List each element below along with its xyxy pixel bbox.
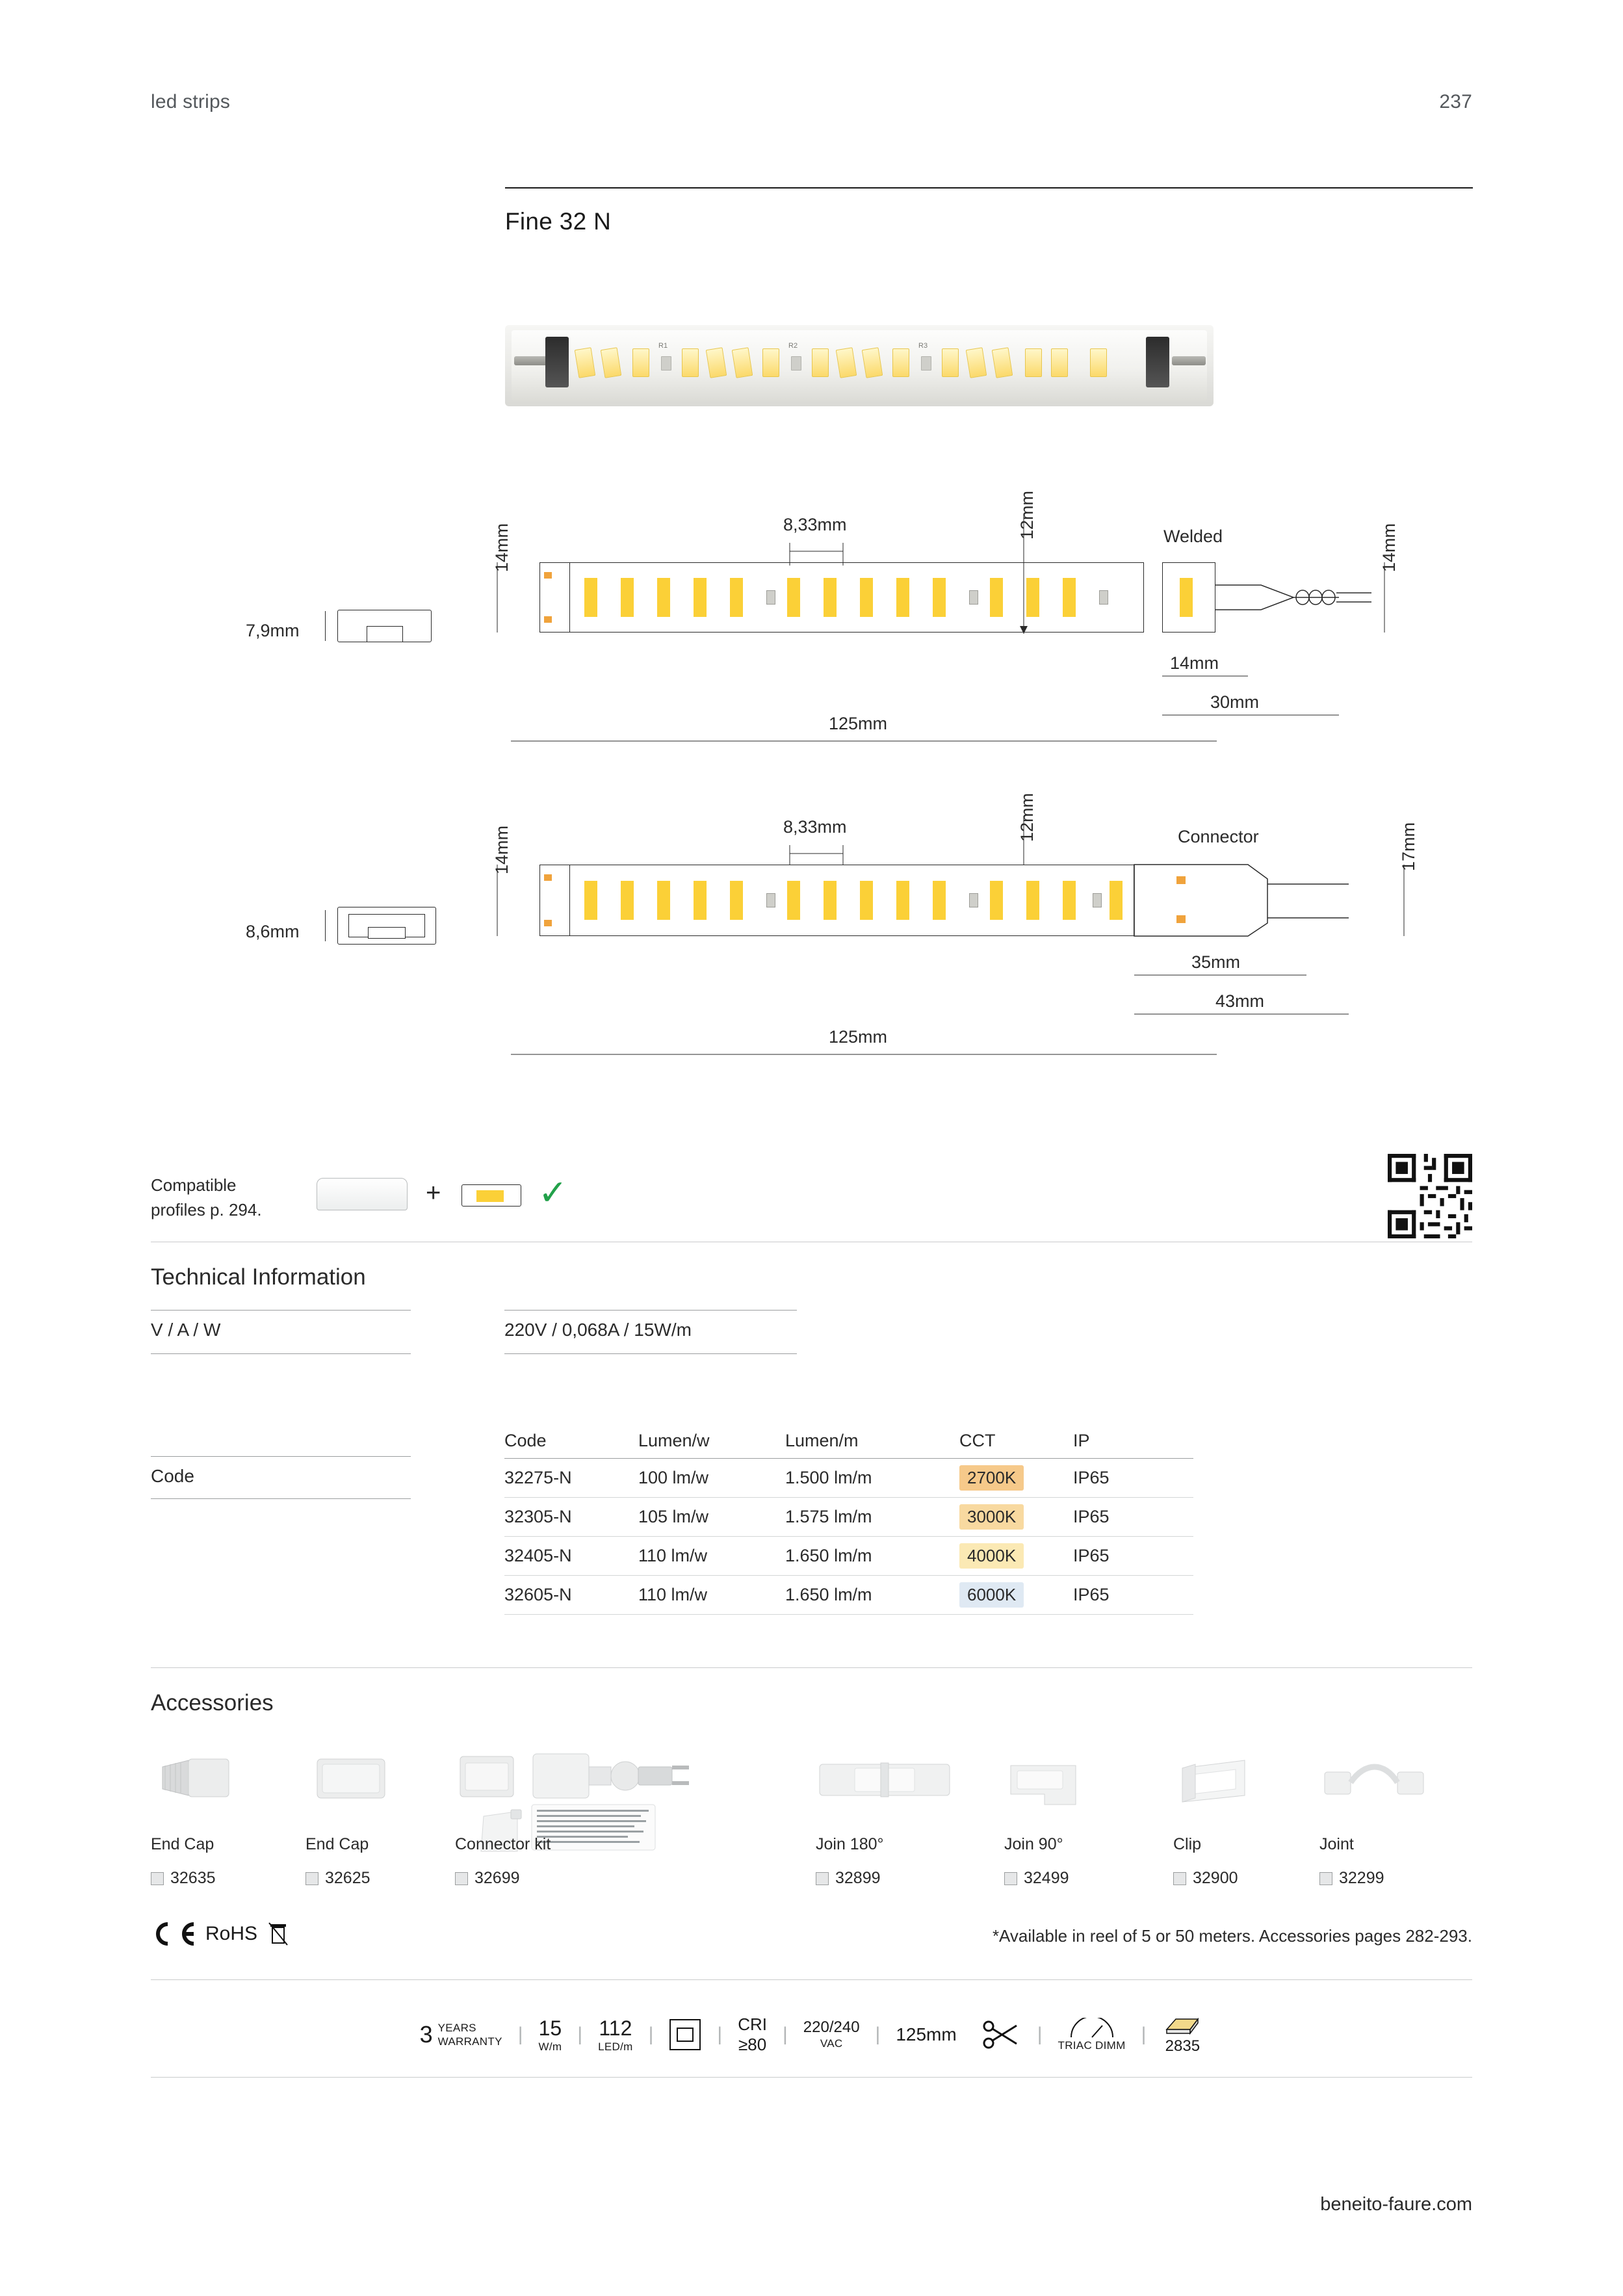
cell-lumen-m: 1.500 lm/m bbox=[785, 1468, 872, 1487]
accessory-name: End Cap bbox=[305, 1835, 369, 1853]
section-divider bbox=[325, 611, 326, 641]
accessory-code[interactable] bbox=[305, 1869, 370, 1888]
spec-power bbox=[526, 2016, 575, 2054]
accessory-name: Join 90° bbox=[1004, 1835, 1063, 1853]
compatible-line2: profiles p. 294. bbox=[151, 1199, 262, 1220]
header-category: led strips bbox=[151, 91, 231, 112]
vaw-value: 220V / 0,068A / 15W/m bbox=[504, 1320, 692, 1340]
warranty-number: 3 bbox=[419, 2021, 433, 2048]
connector-label: Connector bbox=[1178, 827, 1259, 846]
cell-code: 32275-N bbox=[504, 1468, 572, 1487]
resistor-label: R1 bbox=[658, 342, 668, 350]
plus-icon: + bbox=[426, 1179, 441, 1207]
accessory-name: Join 180° bbox=[816, 1835, 884, 1853]
cct-chip: 3000K bbox=[959, 1504, 1024, 1530]
end-cap-icon bbox=[305, 1742, 403, 1814]
page-title: Fine 32 N bbox=[505, 208, 612, 235]
compatible-profiles-text bbox=[151, 1173, 262, 1222]
cell-ip: IP65 bbox=[1073, 1507, 1110, 1526]
cri-value: ≥80 bbox=[738, 2035, 767, 2054]
checkbox[interactable] bbox=[816, 1872, 829, 1885]
availability-note: *Available in reel of 5 or 50 meters. Accessories pages 282-293. bbox=[992, 1926, 1472, 1946]
spec-cut-length bbox=[883, 2024, 969, 2045]
resistor bbox=[661, 356, 671, 371]
led-chip bbox=[1090, 348, 1107, 377]
separator: | bbox=[1141, 2024, 1147, 2045]
spec-dimming bbox=[1045, 2018, 1139, 2052]
accessory-code[interactable] bbox=[455, 1869, 520, 1888]
led-chip bbox=[762, 348, 779, 377]
welded-pitch-label: 8,33mm bbox=[783, 515, 847, 534]
connector-strip-drawing bbox=[539, 865, 1134, 936]
accessories-divider bbox=[151, 1667, 1472, 1668]
check-icon: ✓ bbox=[538, 1173, 568, 1212]
welded-joint-block bbox=[1162, 562, 1215, 633]
end-cap-icon bbox=[151, 1742, 248, 1814]
accessory-code-text: 32699 bbox=[474, 1869, 520, 1887]
connector-left-width-label: 14mm bbox=[492, 825, 512, 874]
accessory-code[interactable] bbox=[1319, 1869, 1384, 1888]
separator: | bbox=[875, 2024, 881, 2045]
accessory-name: Clip bbox=[1173, 1835, 1202, 1853]
welded-length: 125mm bbox=[829, 714, 888, 733]
connector-length: 125mm bbox=[829, 1027, 888, 1047]
col-header-lumen-w: Lumen/w bbox=[638, 1431, 710, 1450]
led-chip bbox=[1051, 348, 1068, 377]
cell-cct bbox=[959, 1504, 1073, 1530]
accessory-code-text: 32299 bbox=[1339, 1869, 1384, 1887]
strip-endcap-left bbox=[545, 337, 569, 387]
strip-lead-right bbox=[1172, 356, 1206, 365]
wee-bin-icon bbox=[266, 1921, 290, 1947]
ce-icon bbox=[151, 1922, 196, 1946]
connector-tab bbox=[1176, 915, 1186, 923]
cell-lumen-w: 100 lm/w bbox=[638, 1468, 709, 1487]
cell-code: 32605-N bbox=[504, 1585, 572, 1604]
accessory-code[interactable] bbox=[816, 1869, 881, 1888]
spec-warranty bbox=[407, 2021, 515, 2049]
led-chip bbox=[812, 348, 829, 377]
warranty-years: YEARS bbox=[437, 2021, 476, 2034]
cell-lumen-m: 1.650 lm/m bbox=[785, 1546, 872, 1565]
join-180-icon bbox=[816, 1749, 959, 1814]
cct-chip: 2700K bbox=[959, 1465, 1024, 1491]
connector-cap-width: 35mm bbox=[1191, 952, 1241, 972]
accessory-name: End Cap bbox=[151, 1835, 214, 1853]
welded-strip-drawing bbox=[539, 562, 1144, 633]
cell-cct bbox=[959, 1582, 1073, 1608]
codes-table bbox=[504, 1424, 1193, 1615]
cell-lumen-w: 110 lm/w bbox=[638, 1546, 708, 1565]
cell-cct bbox=[959, 1465, 1073, 1491]
spec-chip bbox=[1149, 2014, 1216, 2055]
ip-square-icon bbox=[669, 2018, 701, 2051]
cri-label: CRI bbox=[738, 2014, 767, 2034]
code-label: Code bbox=[151, 1466, 194, 1486]
table-row[interactable] bbox=[504, 1537, 1193, 1576]
rohs-label: RoHS bbox=[205, 1923, 258, 1944]
table-row[interactable] bbox=[504, 1576, 1193, 1615]
product-photo bbox=[505, 325, 1214, 406]
accessory-name: Joint bbox=[1319, 1835, 1354, 1853]
code-label-rule-bottom bbox=[151, 1498, 411, 1499]
checkbox[interactable] bbox=[1319, 1872, 1332, 1885]
connector-tab bbox=[1176, 876, 1186, 884]
accessory-code-text: 32625 bbox=[325, 1869, 370, 1887]
title-divider bbox=[505, 187, 1473, 189]
cell-lumen-w: 110 lm/w bbox=[638, 1585, 708, 1604]
welded-right-width-label: 14mm bbox=[1379, 523, 1399, 572]
resistor bbox=[921, 356, 931, 371]
power-unit: W/m bbox=[538, 2041, 562, 2053]
table-row[interactable] bbox=[504, 1459, 1193, 1498]
dimming-label: TRIAC DIMM bbox=[1058, 2039, 1126, 2052]
cell-code: 32305-N bbox=[504, 1507, 572, 1526]
table-row[interactable] bbox=[504, 1498, 1193, 1537]
separator: | bbox=[782, 2024, 788, 2045]
technical-section-title: Technical Information bbox=[151, 1264, 366, 1290]
welded-led-row bbox=[540, 563, 1143, 632]
cct-chip: 4000K bbox=[959, 1543, 1024, 1569]
welded-height-label: 12mm bbox=[1017, 490, 1037, 540]
cell-lumen-m: 1.650 lm/m bbox=[785, 1585, 872, 1604]
welded-left-width-label: 14mm bbox=[492, 523, 512, 572]
cell-ip: IP65 bbox=[1073, 1546, 1110, 1565]
connector-height-label: 12mm bbox=[1017, 792, 1037, 842]
spec-scissors bbox=[970, 2020, 1035, 2049]
website-footer: beneito-faure.com bbox=[1320, 2194, 1472, 2215]
led-chip bbox=[1025, 348, 1042, 377]
connector-right-width-label: 17mm bbox=[1399, 822, 1418, 871]
page-number: 237 bbox=[1439, 91, 1472, 112]
warranty-word: WARRANTY bbox=[437, 2035, 502, 2048]
separator: | bbox=[1037, 2024, 1043, 2045]
vaw-label-rule-bottom bbox=[151, 1353, 411, 1354]
smd-chip-icon bbox=[1162, 2014, 1203, 2037]
cell-ip: IP65 bbox=[1073, 1468, 1110, 1487]
resistor bbox=[791, 356, 801, 371]
spec-divider-bottom bbox=[151, 2077, 1472, 2078]
spec-ip bbox=[656, 2018, 714, 2051]
voltage-bottom: VAC bbox=[820, 2037, 843, 2050]
scissors-icon bbox=[983, 2020, 1022, 2049]
led-chip bbox=[632, 348, 649, 377]
vaw-label: V / A / W bbox=[151, 1320, 221, 1340]
checkbox[interactable] bbox=[1173, 1872, 1186, 1885]
cct-chip: 6000K bbox=[959, 1582, 1024, 1608]
led-chip bbox=[942, 348, 959, 377]
accessory-code-text: 32635 bbox=[170, 1869, 216, 1887]
checkbox[interactable] bbox=[151, 1872, 164, 1885]
spec-bar bbox=[151, 1996, 1472, 2074]
power-number: 15 bbox=[538, 2016, 562, 2040]
connector-pitch-label: 8,33mm bbox=[783, 817, 847, 837]
checkbox[interactable] bbox=[305, 1872, 318, 1885]
resistor-label: R3 bbox=[918, 342, 928, 350]
separator: | bbox=[648, 2024, 654, 2045]
separator: | bbox=[517, 2024, 523, 2045]
cut-length: 125mm bbox=[896, 2024, 957, 2044]
leds-number: 112 bbox=[599, 2016, 632, 2040]
checkbox[interactable] bbox=[1004, 1872, 1017, 1885]
vaw-label-rule bbox=[151, 1310, 411, 1311]
led-chip bbox=[892, 348, 909, 377]
connector-cap-total: 43mm bbox=[1215, 991, 1265, 1011]
accessory-name: Connector kit bbox=[455, 1835, 551, 1853]
vaw-value-rule-bottom bbox=[504, 1353, 797, 1354]
page-header bbox=[151, 91, 1472, 113]
accessory-code-text: 32900 bbox=[1193, 1869, 1238, 1887]
spec-voltage bbox=[790, 2018, 873, 2050]
spec-divider-top bbox=[151, 1979, 1472, 1980]
strip-icon bbox=[461, 1184, 521, 1207]
dimmer-arc-icon bbox=[1067, 2018, 1117, 2040]
connector-cross-section bbox=[337, 907, 436, 945]
vaw-value-rule bbox=[504, 1310, 797, 1311]
checkbox[interactable] bbox=[455, 1872, 468, 1885]
welded-cap-total: 30mm bbox=[1210, 692, 1260, 712]
welded-cap-width: 14mm bbox=[1170, 653, 1219, 673]
strip-endcap-right bbox=[1146, 337, 1169, 387]
strip-lead-left bbox=[514, 356, 548, 365]
connector-section-label: 8,6mm bbox=[246, 922, 300, 941]
code-label-rule bbox=[151, 1456, 411, 1457]
accessory-code[interactable] bbox=[1004, 1869, 1069, 1888]
join-90-icon bbox=[1004, 1742, 1128, 1814]
leds-unit: LED/m bbox=[598, 2041, 633, 2053]
resistor-label: R2 bbox=[788, 342, 798, 350]
separator: | bbox=[717, 2024, 723, 2045]
col-header-ip: IP bbox=[1073, 1431, 1090, 1450]
profile-icon bbox=[317, 1178, 408, 1210]
accessory-code[interactable] bbox=[151, 1869, 216, 1888]
spec-cri bbox=[725, 2015, 780, 2055]
codes-table-header bbox=[504, 1424, 1193, 1459]
col-header-lumen-m: Lumen/m bbox=[785, 1431, 859, 1450]
accessory-code-text: 32499 bbox=[1024, 1869, 1069, 1887]
accessories-section-title: Accessories bbox=[151, 1690, 274, 1715]
spec-leds bbox=[585, 2016, 645, 2054]
chip-model: 2835 bbox=[1165, 2037, 1201, 2055]
accessory-code-text: 32899 bbox=[835, 1869, 881, 1887]
cell-code: 32405-N bbox=[504, 1546, 572, 1565]
welded-cross-section bbox=[337, 610, 432, 642]
welded-section-label: 7,9mm bbox=[246, 621, 300, 640]
section-divider bbox=[325, 910, 326, 941]
separator: | bbox=[577, 2024, 583, 2045]
clip-icon bbox=[1173, 1742, 1290, 1814]
joint-icon bbox=[1319, 1749, 1443, 1814]
accessory-code[interactable] bbox=[1173, 1869, 1238, 1888]
col-header-cct: CCT bbox=[959, 1431, 996, 1450]
compatible-line1: Compatible bbox=[151, 1175, 237, 1195]
led-chip bbox=[682, 348, 699, 377]
col-header-code: Code bbox=[504, 1431, 547, 1450]
certification-marks bbox=[151, 1921, 290, 1947]
cell-ip: IP65 bbox=[1073, 1585, 1110, 1604]
cell-cct bbox=[959, 1543, 1073, 1569]
voltage-top: 220/240 bbox=[803, 2018, 860, 2037]
cell-lumen-m: 1.575 lm/m bbox=[785, 1507, 872, 1526]
qr-code bbox=[1388, 1154, 1472, 1238]
connector-led-row bbox=[540, 865, 1134, 935]
cell-lumen-w: 105 lm/w bbox=[638, 1507, 709, 1526]
welded-label: Welded bbox=[1163, 527, 1223, 546]
